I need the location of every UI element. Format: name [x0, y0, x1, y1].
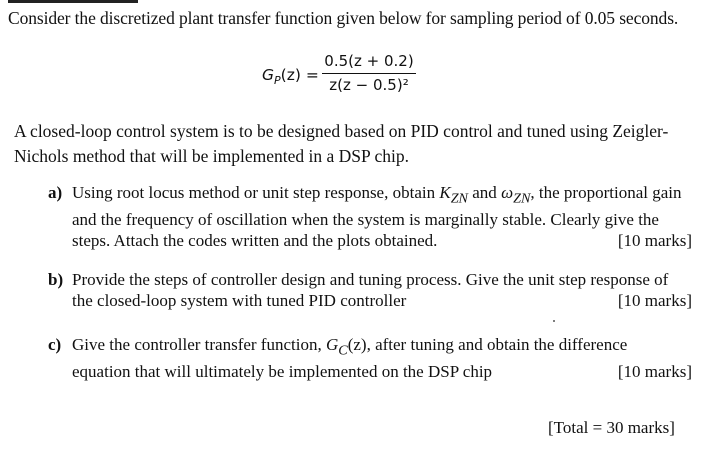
question-a-sym-k: K [439, 183, 451, 202]
question-b-body [72, 269, 692, 311]
question-a [48, 182, 692, 251]
equation-lhs [262, 66, 319, 87]
question-a-sub-omega: ZN [513, 190, 531, 207]
question-c-body [72, 334, 692, 382]
total-marks: [Total = 30 marks] [548, 418, 675, 437]
equation-fraction [322, 52, 416, 94]
equation-lhs-arg: (z) = [280, 66, 319, 84]
equation-lhs-subscript: P [274, 74, 281, 87]
question-c-text-2: (z), after tuning and obtain the difference equation that will ultimately be implemented on the DSP chip [72, 335, 628, 382]
question-a-marks: [10 marks] [617, 231, 692, 251]
question-c-sub-g: C [338, 342, 348, 359]
question-c [48, 334, 692, 382]
question-a-text-1: Using root locus method or unit step response, obtain [72, 183, 440, 202]
equation-numerator: 0.5(z + 0.2) [322, 52, 416, 74]
top-rule [8, 0, 138, 3]
question-c-marks: [10 marks] [617, 362, 692, 382]
question-a-sym-omega: ω [501, 183, 514, 202]
design-paragraph: A closed-loop control system is to be designed based on PID control and tuned using Zeigler-Nichols method that will be implemented in a DSP chip. [14, 121, 669, 166]
question-a-text-3: , the proportional gain and the frequency of oscillation when the system is marginally stable. Clearly give the steps. Attach the codes written and the plots obtained. [72, 183, 682, 251]
question-b [48, 269, 692, 311]
question-c-sym-g: G [325, 335, 339, 354]
question-a-label: a) [48, 183, 63, 202]
equation-lhs-symbol: G [262, 66, 275, 84]
question-a-sub-k: ZN [450, 190, 469, 207]
question-b-label: b) [48, 270, 64, 289]
stray-dot [553, 320, 555, 322]
question-c-text-1: Give the controller transfer function, [72, 335, 326, 354]
question-b-text: Provide the steps of controller design and tuning process. Give the unit step response of the closed-loop system with tuned PID controller [72, 270, 669, 310]
transfer-function-equation [0, 52, 715, 112]
question-c-label: c) [48, 335, 62, 354]
intro-text: Consider the discretized plant transfer function given below for sampling period of 0.05 seconds. [8, 8, 679, 28]
question-b-marks: [10 marks] [617, 291, 692, 310]
equation-denominator: z(z − 0.5)² [329, 76, 409, 94]
question-a-body [72, 182, 692, 251]
question-a-text-2: and [468, 183, 502, 202]
